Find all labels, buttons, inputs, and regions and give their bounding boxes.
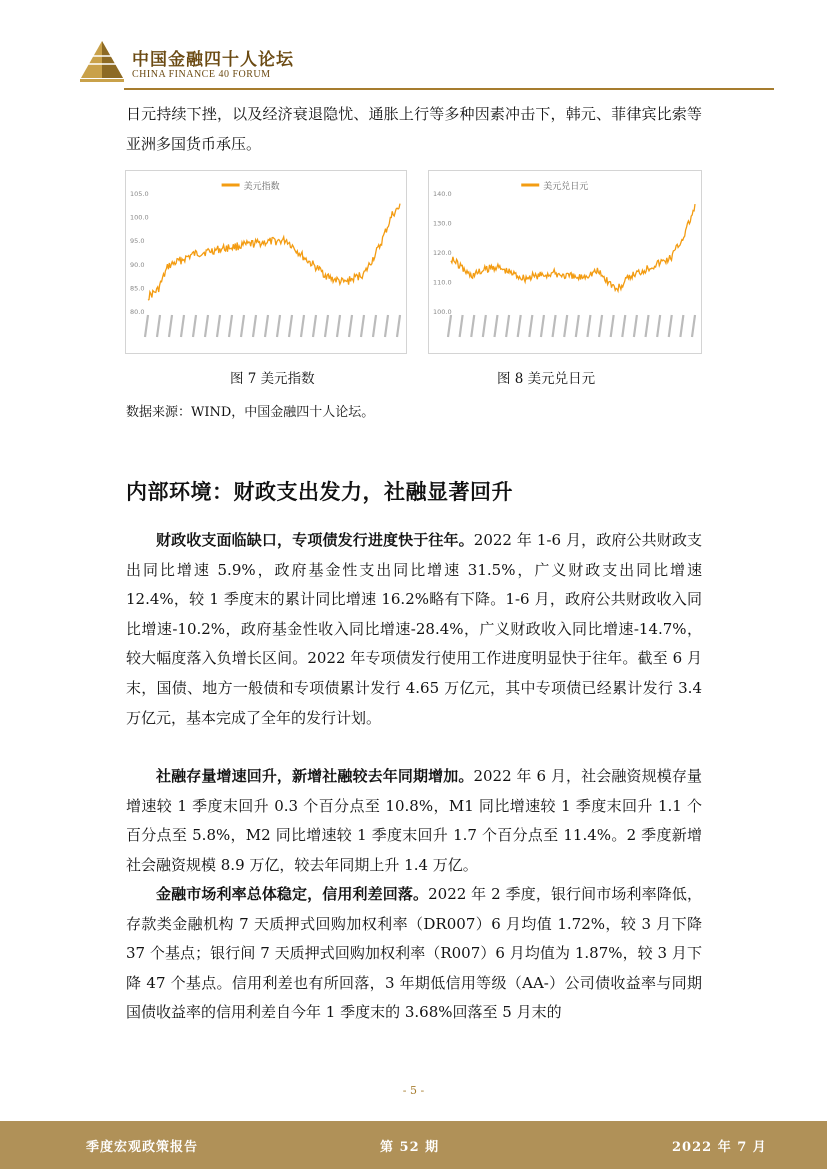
usd-index-y-tick: 100.0 [130,213,149,222]
usd-jpy-x-tick [471,315,474,337]
paragraph-interest-rates [126,880,702,1028]
usd-jpy-x-tick [541,315,544,337]
page-number: - 5 - [402,1084,425,1097]
paragraph-interest-rates-lead: 金融市场利率总体稳定，信用利差回落。 [156,885,429,903]
paragraph-interest-rates-body: 2022 年 2 季度，银行间市场利率降低，存款类金融机构 7 天质押式回购加权利率（DR007）6 月均值 1.72%，较 3 月下降 37 个基点；银行间 7 天质押式回购加权利率（R007）6 月均值为 1.87%，较 3 月下降 47 个基点。信用利差也有所回落，3 年期低信用等级（AA-）公司债收益率与同期国债收益率的信用利差自今年 1 季度末的 3.68%回落至 5 月末的 [126,885,702,1022]
usd-index-x-tick [181,315,184,337]
usd-jpy-y-tick: 130.0 [433,219,452,228]
section-title: 内部环境：财政支出发力，社融显著回升 [126,479,513,504]
usd-index-x-tick [361,315,364,337]
usd-jpy-x-tick [622,315,625,337]
usd-jpy-x-tick [646,315,649,337]
paragraph-social-financing [126,762,702,880]
usd-index-x-tick [337,315,340,337]
usd-index-y-tick: 80.0 [130,308,145,316]
paragraph-social-financing-body: 2022 年 6 月，社会融资规模存量增速较 1 季度末回升 0.3 个百分点至 10.8%，M1 同比增速较 1 季度末回升 1.1 个百分点至 5.8%，M2 同比增速较 1 季度末回升 1.7 个百分点至 11.4%。2 季度新增社会融资规模 8.9 万亿，较去年同期上升 1.4 万亿。 [126,767,702,874]
usd-index-x-tick [205,315,208,337]
page-header [0,0,827,96]
footer-report-name: 季度宏观政策报告 [86,1140,199,1155]
usd-jpy-x-tick [518,315,521,337]
usd-jpy-x-tick [599,315,602,337]
chart-usd-jpy [428,170,702,354]
usd-jpy-x-tick [460,315,463,337]
footer-date: 2022 年 7 月 [672,1140,767,1155]
usd-index-x-tick [385,315,388,337]
usd-index-x-tick [241,315,244,337]
usd-index-x-tick [349,315,352,337]
page-footer [0,1121,827,1169]
usd-index-x-tick [145,315,148,337]
usd-index-x-tick [217,315,220,337]
chart-usd-index-plot [126,171,406,353]
usd-jpy-x-tick [634,315,637,337]
usd-jpy-x-tick [529,315,532,337]
chart-usd-index [125,170,407,354]
usd-jpy-x-tick [564,315,567,337]
usd-index-x-tick [373,315,376,337]
intro-paragraph: 日元持续下挫，以及经济衰退隐忧、通胀上行等多种因素冲击下，韩元、菲律宾比索等亚洲多国货币承压。 [126,105,702,153]
usd-index-y-tick: 105.0 [130,190,149,198]
usd-index-y-tick: 90.0 [130,260,145,269]
usd-jpy-legend-label: 美元兑日元 [543,182,589,192]
usd-jpy-x-tick [506,315,509,337]
usd-jpy-x-tick [448,315,451,337]
usd-jpy-x-tick [680,315,683,337]
usd-jpy-x-tick [692,315,695,337]
usd-index-x-tick [325,315,328,337]
paragraph-fiscal-body: 2022 年 1-6 月，政府公共财政支出同比增速 5.9%，政府基金性支出同比增速 31.5%，广义财政支出同比增速 12.4%，较 1 季度末的累计同比增速 16.2%略有下降。1-6 月，政府公共财政收入同比增速-10.2%，政府基金性收入同比增速-28.4%，广义财政收入同比增速-14.7%，较大幅度落入负增长区间。2022 年专项债发行使用工作进度明显快于往年。截至 6 月末，国债、地方一般债和专项债累计发行 4.65 万亿元，其中专项债已经累计发行 3.4 万亿元，基本完成了全年的发行计划。 [126,531,702,727]
usd-index-x-tick [169,315,172,337]
usd-index-x-tick [193,315,196,337]
footer-issue: 第 52 期 [380,1140,440,1155]
usd-jpy-y-tick: 120.0 [433,249,452,257]
usd-jpy-x-tick [587,315,590,337]
data-source-note: 数据来源：WIND，中国金融四十人论坛。 [126,405,375,420]
usd-index-legend-label: 美元指数 [243,182,280,192]
usd-index-x-tick [313,315,316,337]
usd-jpy-x-tick [494,315,497,337]
usd-jpy-x-tick [657,315,660,337]
usd-jpy-y-tick: 110.0 [433,278,452,287]
figure-7-caption: 图 7 美元指数 [230,371,315,387]
forum-logo-icon [78,38,126,84]
usd-index-y-tick: 85.0 [130,284,145,293]
usd-jpy-series-line [451,204,695,291]
usd-jpy-x-tick [553,315,556,337]
usd-jpy-x-tick [483,315,486,337]
figure-8-caption: 图 8 美元兑日元 [497,371,596,387]
usd-index-x-tick [229,315,232,337]
usd-jpy-y-tick: 100.0 [433,308,452,316]
usd-index-x-tick [265,315,268,337]
paragraph-social-financing-lead: 社融存量增速回升，新增社融较去年同期增加。 [156,767,474,785]
paragraph-fiscal [126,526,702,733]
usd-jpy-y-tick: 140.0 [433,190,452,198]
usd-jpy-x-tick [611,315,614,337]
usd-jpy-x-tick [669,315,672,337]
usd-index-series-line [148,204,400,301]
header-rule [124,88,774,90]
paragraph-fiscal-lead: 财政收支面临缺口，专项债发行进度快于往年。 [156,531,474,549]
usd-index-x-tick [277,315,280,337]
usd-index-x-tick [253,315,256,337]
usd-index-x-tick [301,315,304,337]
chart-usd-jpy-plot [429,171,701,353]
usd-index-x-tick [157,315,160,337]
usd-index-x-tick [397,315,400,337]
usd-index-y-tick: 95.0 [130,237,145,246]
org-name-en: CHINA FINANCE 40 FORUM [132,69,271,80]
org-name-cn: 中国金融四十人论坛 [132,50,294,70]
usd-index-x-tick [289,315,292,337]
usd-jpy-x-tick [576,315,579,337]
